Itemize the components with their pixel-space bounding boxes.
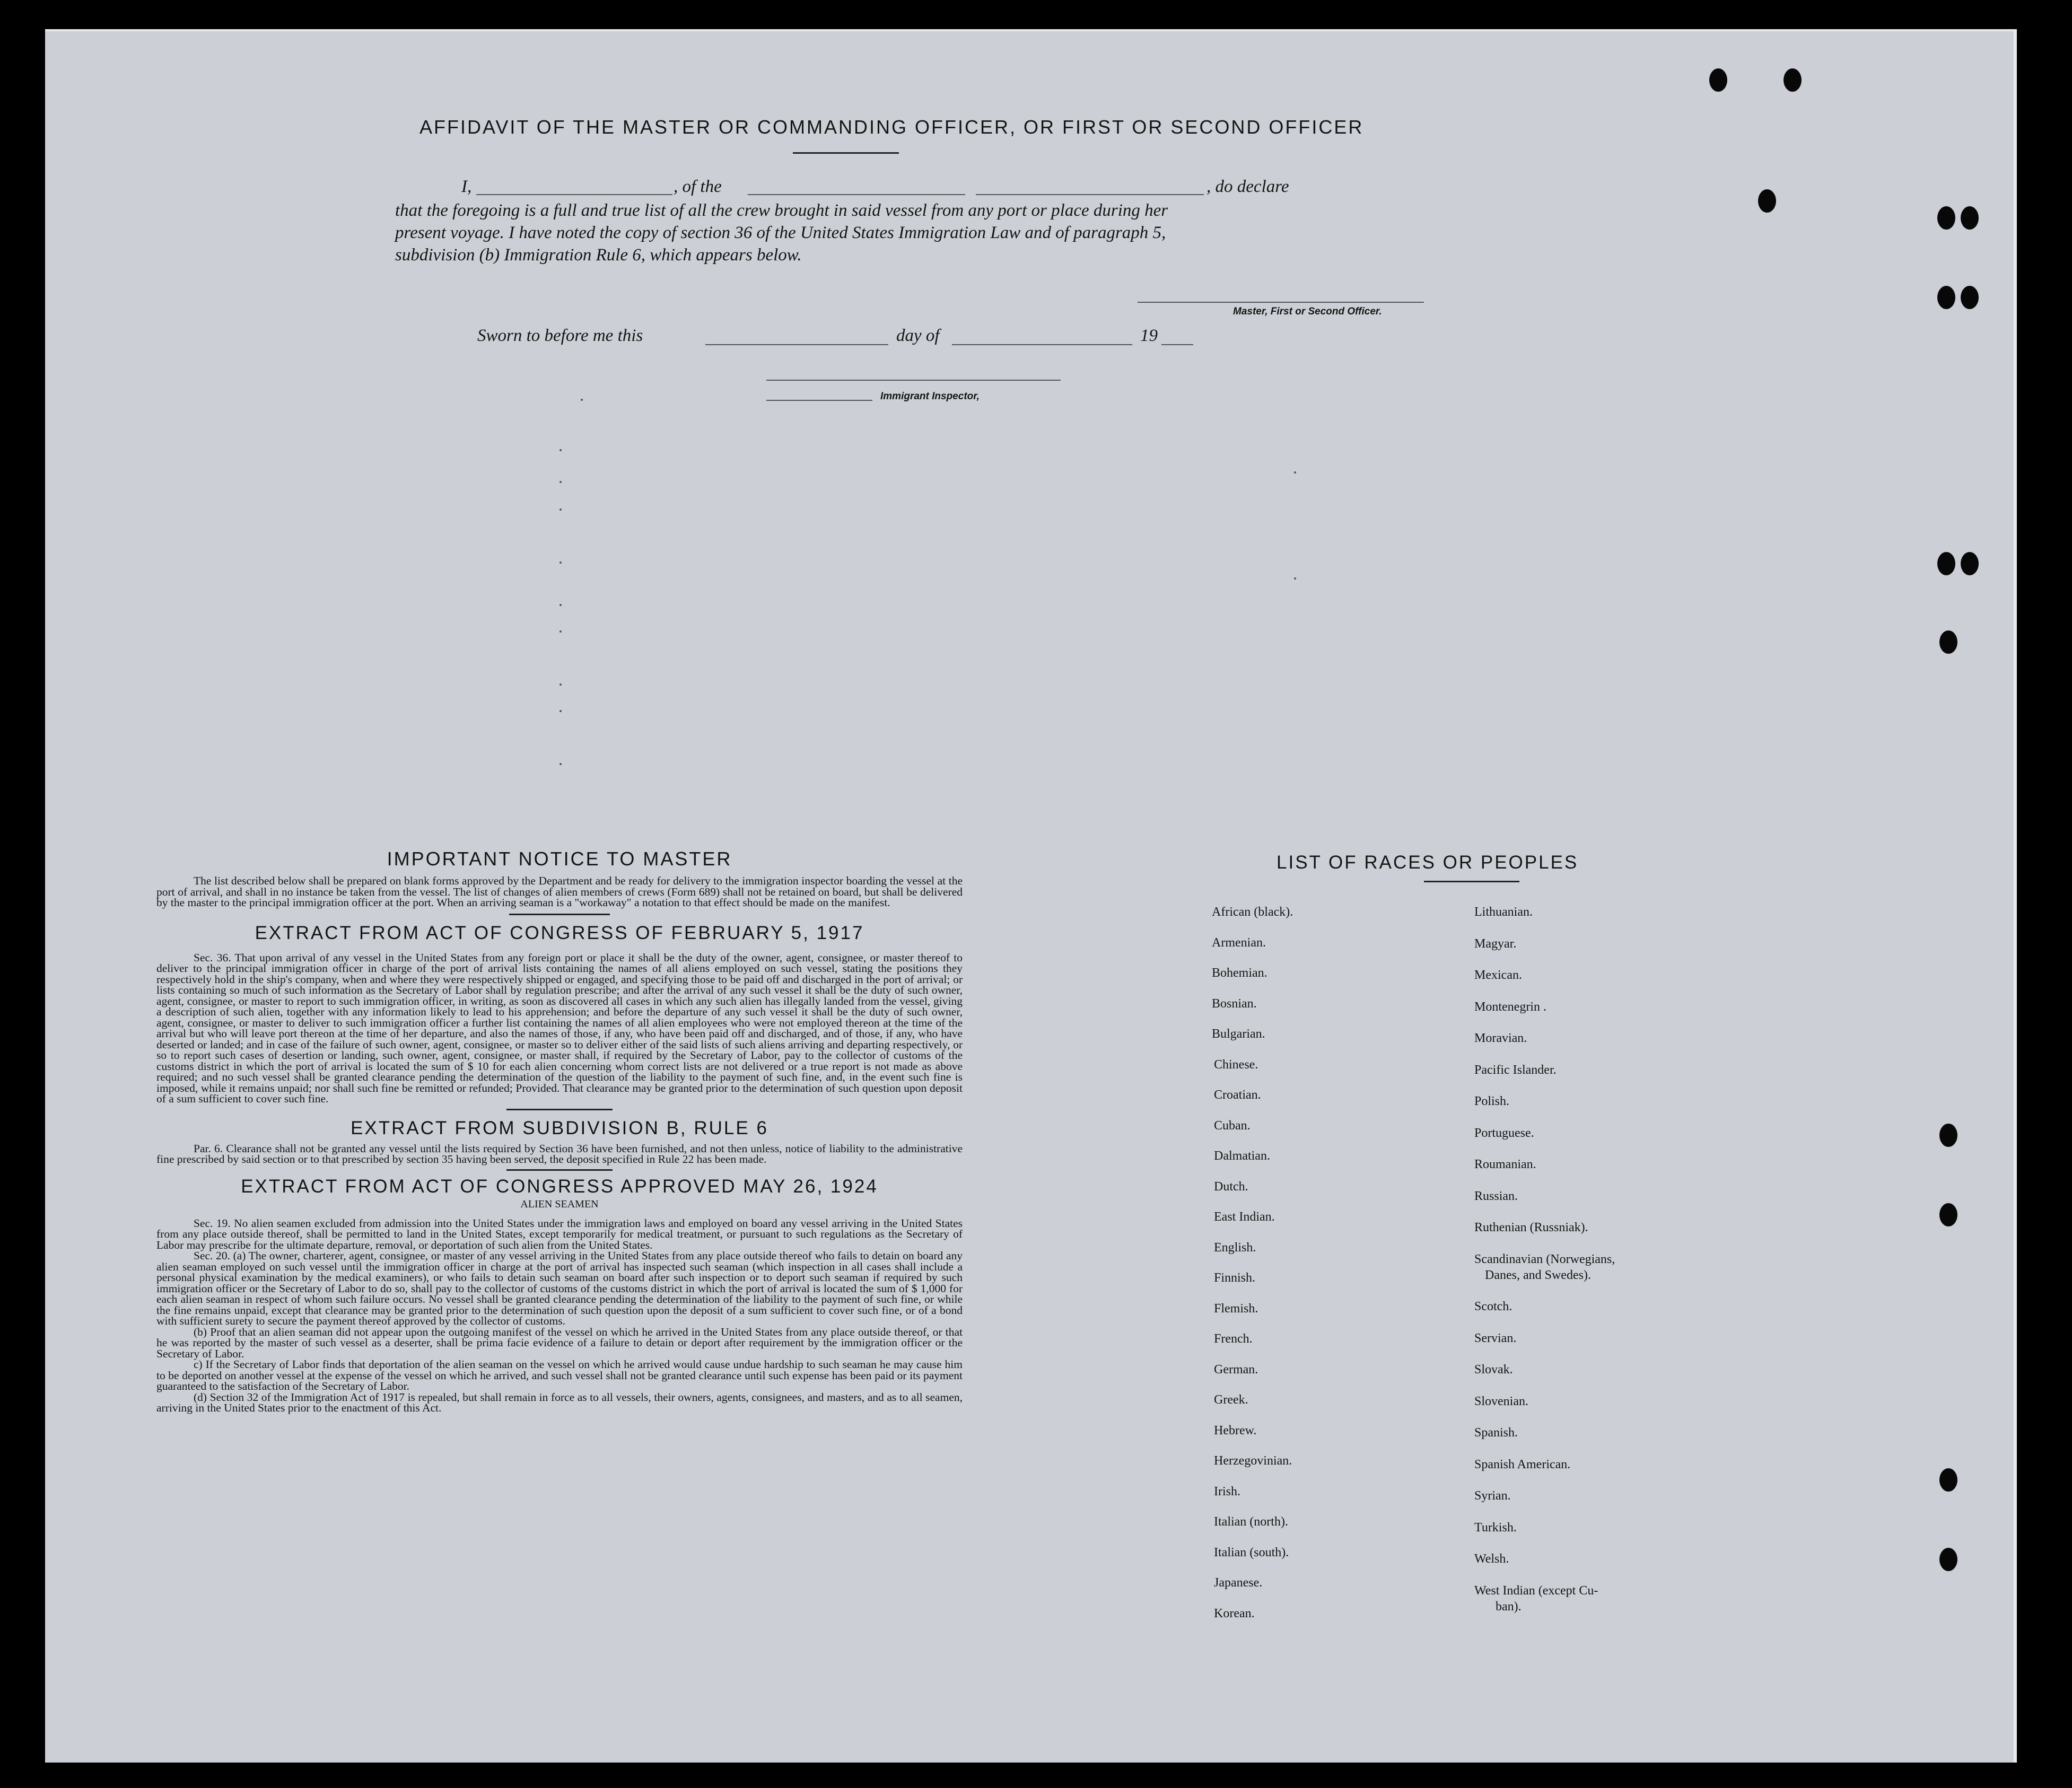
race-item: Magyar. <box>1474 936 1517 951</box>
race-item: Mexican. <box>1474 968 1522 982</box>
race-item: Montenegrin . <box>1474 1000 1546 1014</box>
race-item: Korean. <box>1214 1606 1255 1620</box>
extract-1924-sec20d: (d) Section 32 of the Immigration Act of 1917 is repealed, but shall remain in force as to all vessels, their owners, agents, consignees, and masters, and as to all seamen, arriving in the United States prior to the enactment of this Act. <box>156 1390 963 1414</box>
extract-1924-sec20a: Sec. 20. (a) The owner, charterer, agent, consignee, or master of any vessel arriving in the United States from any place outside thereof who fails to detain on board any alien seaman employed on such vessel until the immigration officer in charge at the port of arrival has inspected such seaman (which inspection in all cases shall include a personal physical examination by the medical examiners), or who fails to detain such seaman on board after such inspection or to deport such seaman if required by such immigration officer or the Secretary of Labor to do so, shall pay to the collector of customs of the customs district in which the port of arrival is located the sum of $ 1,000 for each alien seaman in respect of whom such failure occurs. No vessel shall be granted clearance pending the determination of the liability to the payment of such fine, or while the fine remains unpaid, except that clearance may be granted prior to the determination of such question upon the deposit of a sum sufficient to cover such fine, or of a bond with sufficient surety to secure the payment thereof approved by the collector of customs. <box>156 1249 963 1327</box>
race-item: Russian. <box>1474 1189 1518 1203</box>
race-item: Turkish. <box>1474 1520 1517 1535</box>
affidavit-do-declare-label: , do declare <box>1207 177 1289 196</box>
inspector-line <box>766 400 872 401</box>
notice-text: The list described below shall be prepared on blank forms approved by the Department and be ready for delivery to the immigration inspector boarding the vessel at the port of arrival, and shall in no instance be taken from the vessel. The list of changes of alien members of crews (Form 689) shall not be retained on board, but shall be delivered by the master to the principal immigration officer at the port. When an arriving seaman is a "workaway" a notation to that effect should be made on the manifest. <box>156 874 963 909</box>
race-item: Hebrew. <box>1214 1423 1257 1438</box>
race-item: Flemish. <box>1214 1301 1258 1316</box>
punch-hole <box>1709 68 1727 92</box>
left-column <box>156 848 963 1414</box>
race-item: Lithuanian. <box>1474 905 1533 919</box>
sworn-line <box>477 326 1273 348</box>
race-item: Croatian. <box>1214 1088 1261 1102</box>
race-item: Spanish American. <box>1474 1457 1571 1471</box>
race-item: German. <box>1214 1362 1258 1377</box>
signature-line <box>1138 302 1424 303</box>
race-item: Japanese. <box>1214 1576 1263 1590</box>
race-item: Pacific Islander. <box>1474 1063 1557 1077</box>
race-item: Irish. <box>1214 1484 1240 1498</box>
affidavit-title-underline <box>793 152 899 154</box>
inspector-line-top <box>766 380 1061 381</box>
race-item: Danes, and Swedes). <box>1485 1268 1591 1282</box>
race-item: Slovak. <box>1474 1363 1513 1377</box>
race-item: Slovenian. <box>1474 1394 1528 1408</box>
punch-hole <box>1961 286 1979 309</box>
race-item: Bosnian. <box>1212 996 1257 1011</box>
race-item: Ruthenian (Russniak). <box>1474 1221 1588 1234</box>
race-item: West Indian (except Cu- <box>1474 1583 1598 1598</box>
affidavit-line-4: subdivision (b) Immigration Rule 6, which appears below. <box>395 246 802 265</box>
extract-1924-sec20c: c) If the Secretary of Labor finds that deportation of the alien seaman on the vessel on which he arrived would cause undue hardship to such seaman he may cause him to be deported on another vessel at the expense of the vessel on which he arrived, and such vessel shall not be granted clearance until such expense has been paid or its payment guaranteed to the satisfaction of the Secretary of Labor. <box>156 1358 963 1392</box>
race-item: Polish. <box>1474 1094 1510 1108</box>
affidavit-title: AFFIDAVIT OF THE MASTER OR COMMANDING OFFICER, OR FIRST OR SECOND OFFICER <box>419 116 1364 138</box>
form-page <box>45 29 2017 1763</box>
extract-rule6-title: EXTRACT FROM SUBDIVISION B, RULE 6 <box>351 1117 768 1138</box>
punch-hole <box>1784 68 1802 92</box>
punch-hole <box>1937 552 1955 575</box>
race-item: Spanish. <box>1474 1426 1518 1440</box>
extract-1917-title: EXTRACT FROM ACT OF CONGRESS OF FEBRUARY 5, 1917 <box>255 922 864 943</box>
extract-1917-divider <box>506 1109 613 1110</box>
race-item: Finnish. <box>1214 1271 1256 1285</box>
race-item: Bulgarian. <box>1212 1027 1265 1041</box>
notice-title: IMPORTANT NOTICE TO MASTER <box>387 848 732 870</box>
inspector-label: Immigrant Inspector, <box>880 391 980 402</box>
race-item: Armenian. <box>1212 935 1266 950</box>
race-item: Chinese. <box>1214 1057 1258 1072</box>
name-blank <box>476 194 672 195</box>
race-item: Moravian. <box>1474 1031 1527 1045</box>
extract-rule6-divider <box>506 1169 613 1171</box>
extract-1917-text: Sec. 36. That upon arrival of any vessel in the United States from any foreign port or place it shall be the duty of the owner, agent, consignee, or master thereof to deliver to the principal immigration officer in charge of the port of arrival lists containing the names of all aliens employed on such vessel, stating the positions they respectively hold in the ship's company, when and where they were respectively shipped or engaged, and specifying those to be paid off and discharged in the port of arrival; or lists containing so much of such information as the Secretary of Labor shall by regulation prescribe; and after the arrival of any such vessel it shall be the duty of such owner, agent, consignee, or master to report to such immigration officer, in writing, as soon as discovered all cases in which any such alien has illegally landed from the vessel, giving a description of such alien, together with any information likely to lead to his apprehension; and before the departure of any such vessel it shall be the duty of such owner, agent, consignee, or master to deliver to such immigration officer a further list containing the names of all alien employees who were not employed thereon at the time of the arrival but who will leave port thereon at the time of her departure, and also the names of those, if any, who have been paid off and discharged, and of those, if any, who have deserted or landed; and in case of the failure of such owner, agent, consignee, or master so to deliver either of the said lists of such aliens arriving and departing respectively, or so to report such cases of desertion or landing, such owner, agent, consignee, or master shall, if required by the Secretary of Labor, pay to the collector of customs of the customs district in which the port of arrival is located the sum of $ 10 for each alien concerning whom correct lists are not delivered or a true report is not made as above required; and no such vessel shall be granted clearance pending the determination of the question of the liability to the payment of such fine, and, in the event such fine is imposed, while it remains unpaid; nor shall such fine be remitted or refunded; Provided. That clearance may be granted prior to the determination of such question upon deposit of a sum sufficient to cover such fine. <box>156 951 963 1105</box>
race-item: Dutch. <box>1214 1179 1248 1194</box>
race-item: Welsh. <box>1474 1552 1509 1566</box>
year-prefix: 19 <box>1140 326 1158 345</box>
races-title: LIST OF RACES OR PEOPLES <box>1277 852 1579 873</box>
race-item: ban). <box>1496 1599 1522 1614</box>
punch-hole <box>1939 1548 1957 1571</box>
punch-hole <box>1758 189 1776 213</box>
race-item: Scandinavian (Norwegians, <box>1474 1252 1615 1266</box>
race-item: East Indian. <box>1214 1210 1275 1224</box>
races-title-underline <box>1424 881 1519 882</box>
punch-hole <box>1939 630 1957 654</box>
vessel-blank-2 <box>976 194 1204 195</box>
race-item: African (black). <box>1212 905 1293 919</box>
race-item: Italian (south). <box>1214 1545 1289 1559</box>
affidavit-i-label: I, <box>461 177 472 196</box>
race-item: Cuban. <box>1214 1118 1251 1133</box>
punch-hole <box>1961 552 1979 575</box>
race-item: Bohemian. <box>1212 966 1267 980</box>
extract-1924-sec20b: (b) Proof that an alien seaman did not appear upon the outgoing manifest of the vessel on which he arrived in the United States from any place outside thereof, or that he was reported by the master of such vessel as a deserter, shall be prima facie evidence of a failure to detain or deport after requirement by the immigration officer or the Secretary of Labor. <box>156 1325 963 1360</box>
punch-hole <box>1939 1124 1957 1147</box>
race-item: Servian. <box>1474 1331 1517 1345</box>
signature-label: Master, First or Second Officer. <box>1233 306 1382 317</box>
affidavit-line-1 <box>414 177 1474 198</box>
race-item: French. <box>1214 1332 1253 1346</box>
affidavit-line-3: present voyage. I have noted the copy of section 36 of the United States Immigration Law and of paragraph 5, <box>395 223 1166 242</box>
race-item: Syrian. <box>1474 1489 1511 1503</box>
punch-hole <box>1937 286 1955 309</box>
race-item: Roumanian. <box>1474 1158 1536 1171</box>
race-item: Scotch. <box>1474 1300 1513 1313</box>
punch-hole <box>1939 1468 1957 1492</box>
affidavit-of-the-label: , of the <box>674 177 722 196</box>
sworn-month-blank <box>952 344 1132 345</box>
race-item: Dalmatian. <box>1214 1149 1270 1163</box>
race-item: Italian (north). <box>1214 1515 1288 1529</box>
punch-hole <box>1937 206 1955 230</box>
extract-1924-sec19: Sec. 19. No alien seamen excluded from admission into the United States under the immigration laws and employed on board any vessel arriving in the United States from any place outside thereof, shall be permitted to land in the United States, except temporarily for medical treatment, or pursuant to such regulations as the Secretary of Labor may prescribe for the ultimate departure, removal, or deportation of such alien from the United States. <box>156 1216 963 1251</box>
notice-divider <box>509 914 610 915</box>
extract-rule6-text: Par. 6. Clearance shall not be granted any vessel until the lists required by Section 36 have been furnished, and not then unless, notice of liability to the administrative fine prescribed by said section or to that prescribed by section 35 having been served, the deposit specified in Rule 22 has been made. <box>156 1142 963 1165</box>
vessel-blank <box>748 194 965 195</box>
extract-1924-subtitle: ALIEN SEAMEN <box>520 1198 599 1210</box>
sworn-year-blank <box>1161 344 1193 345</box>
race-item: Portuguese. <box>1474 1126 1534 1140</box>
affidavit-line-2: that the foregoing is a full and true list of all the crew brought in said vessel from any port or place during her <box>395 201 1168 220</box>
sworn-day-blank <box>705 344 888 345</box>
race-item: English. <box>1214 1240 1256 1255</box>
punch-hole <box>1961 206 1979 230</box>
race-item: Greek. <box>1214 1393 1248 1407</box>
day-of-label: day of <box>896 326 940 345</box>
race-item: Herzegovinian. <box>1214 1454 1292 1468</box>
punch-hole <box>1939 1203 1957 1226</box>
extract-1924-title: EXTRACT FROM ACT OF CONGRESS APPROVED MAY 26, 1924 <box>241 1176 878 1197</box>
sworn-to-label: Sworn to before me this <box>477 326 643 345</box>
